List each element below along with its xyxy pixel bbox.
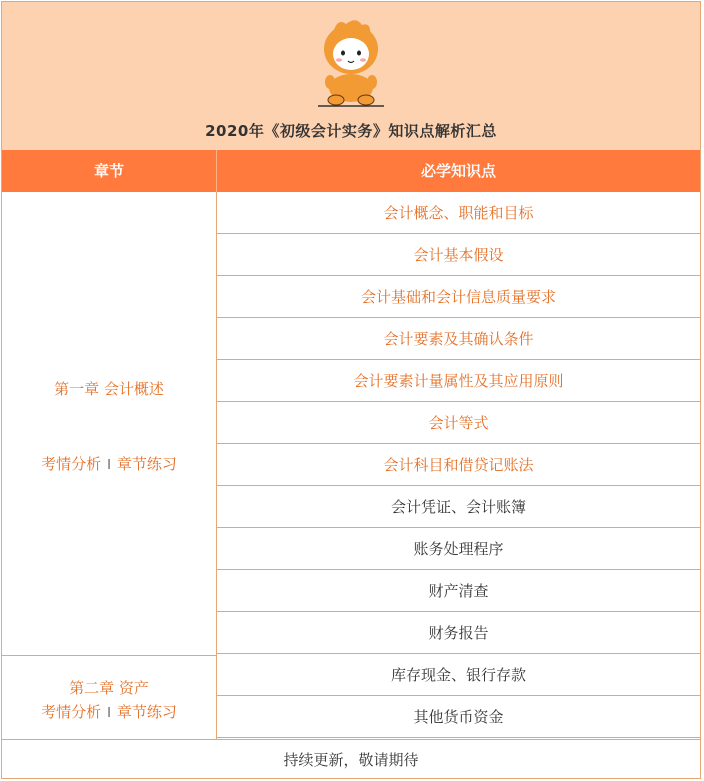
link-separator: I — [107, 706, 111, 721]
banner — [2, 2, 700, 150]
chapter-cell — [2, 655, 217, 739]
analysis-link[interactable]: 考情分析 — [41, 455, 102, 473]
footer-note: 持续更新，敬请期待 — [2, 739, 700, 779]
summary-table — [1, 1, 701, 779]
column-header-chapter: 章节 — [2, 150, 217, 192]
chapter-cell — [2, 192, 217, 655]
topic-item: 会计凭证、会计账簿 — [217, 486, 700, 528]
topic-link[interactable]: 会计要素计量属性及其应用原则 — [217, 360, 700, 402]
topic-item: 库存现金、银行存款 — [217, 654, 700, 696]
topic-list — [217, 192, 700, 738]
topic-link[interactable]: 会计要素及其确认条件 — [217, 318, 700, 360]
page-title: 2020年《初级会计实务》知识点解析汇总 — [205, 122, 497, 140]
chapter-links — [2, 701, 216, 722]
topic-link[interactable]: 会计基本假设 — [217, 234, 700, 276]
practice-link[interactable]: 章节练习 — [116, 455, 177, 473]
chapter-title-link[interactable]: 第二章 资产 — [69, 679, 149, 697]
practice-link[interactable]: 章节练习 — [116, 703, 177, 721]
topic-link[interactable]: 会计概念、职能和目标 — [217, 192, 700, 234]
topic-item: 账务处理程序 — [217, 528, 700, 570]
chapter-title-link[interactable]: 第一章 会计概述 — [54, 380, 164, 398]
topic-link[interactable]: 会计等式 — [217, 402, 700, 444]
topic-link[interactable]: 会计基础和会计信息质量要求 — [217, 276, 700, 318]
chapter-links — [2, 453, 216, 474]
column-header-points: 必学知识点 — [420, 162, 496, 180]
cartoon-mascot-icon — [316, 16, 386, 108]
topic-link[interactable]: 会计科目和借贷记账法 — [217, 444, 700, 486]
link-separator: I — [107, 458, 111, 473]
topic-item: 其他货币资金 — [217, 696, 700, 738]
topic-item: 财产清查 — [217, 570, 700, 612]
topic-item: 财务报告 — [217, 612, 700, 654]
analysis-link[interactable]: 考情分析 — [41, 703, 102, 721]
table-header — [2, 150, 700, 192]
